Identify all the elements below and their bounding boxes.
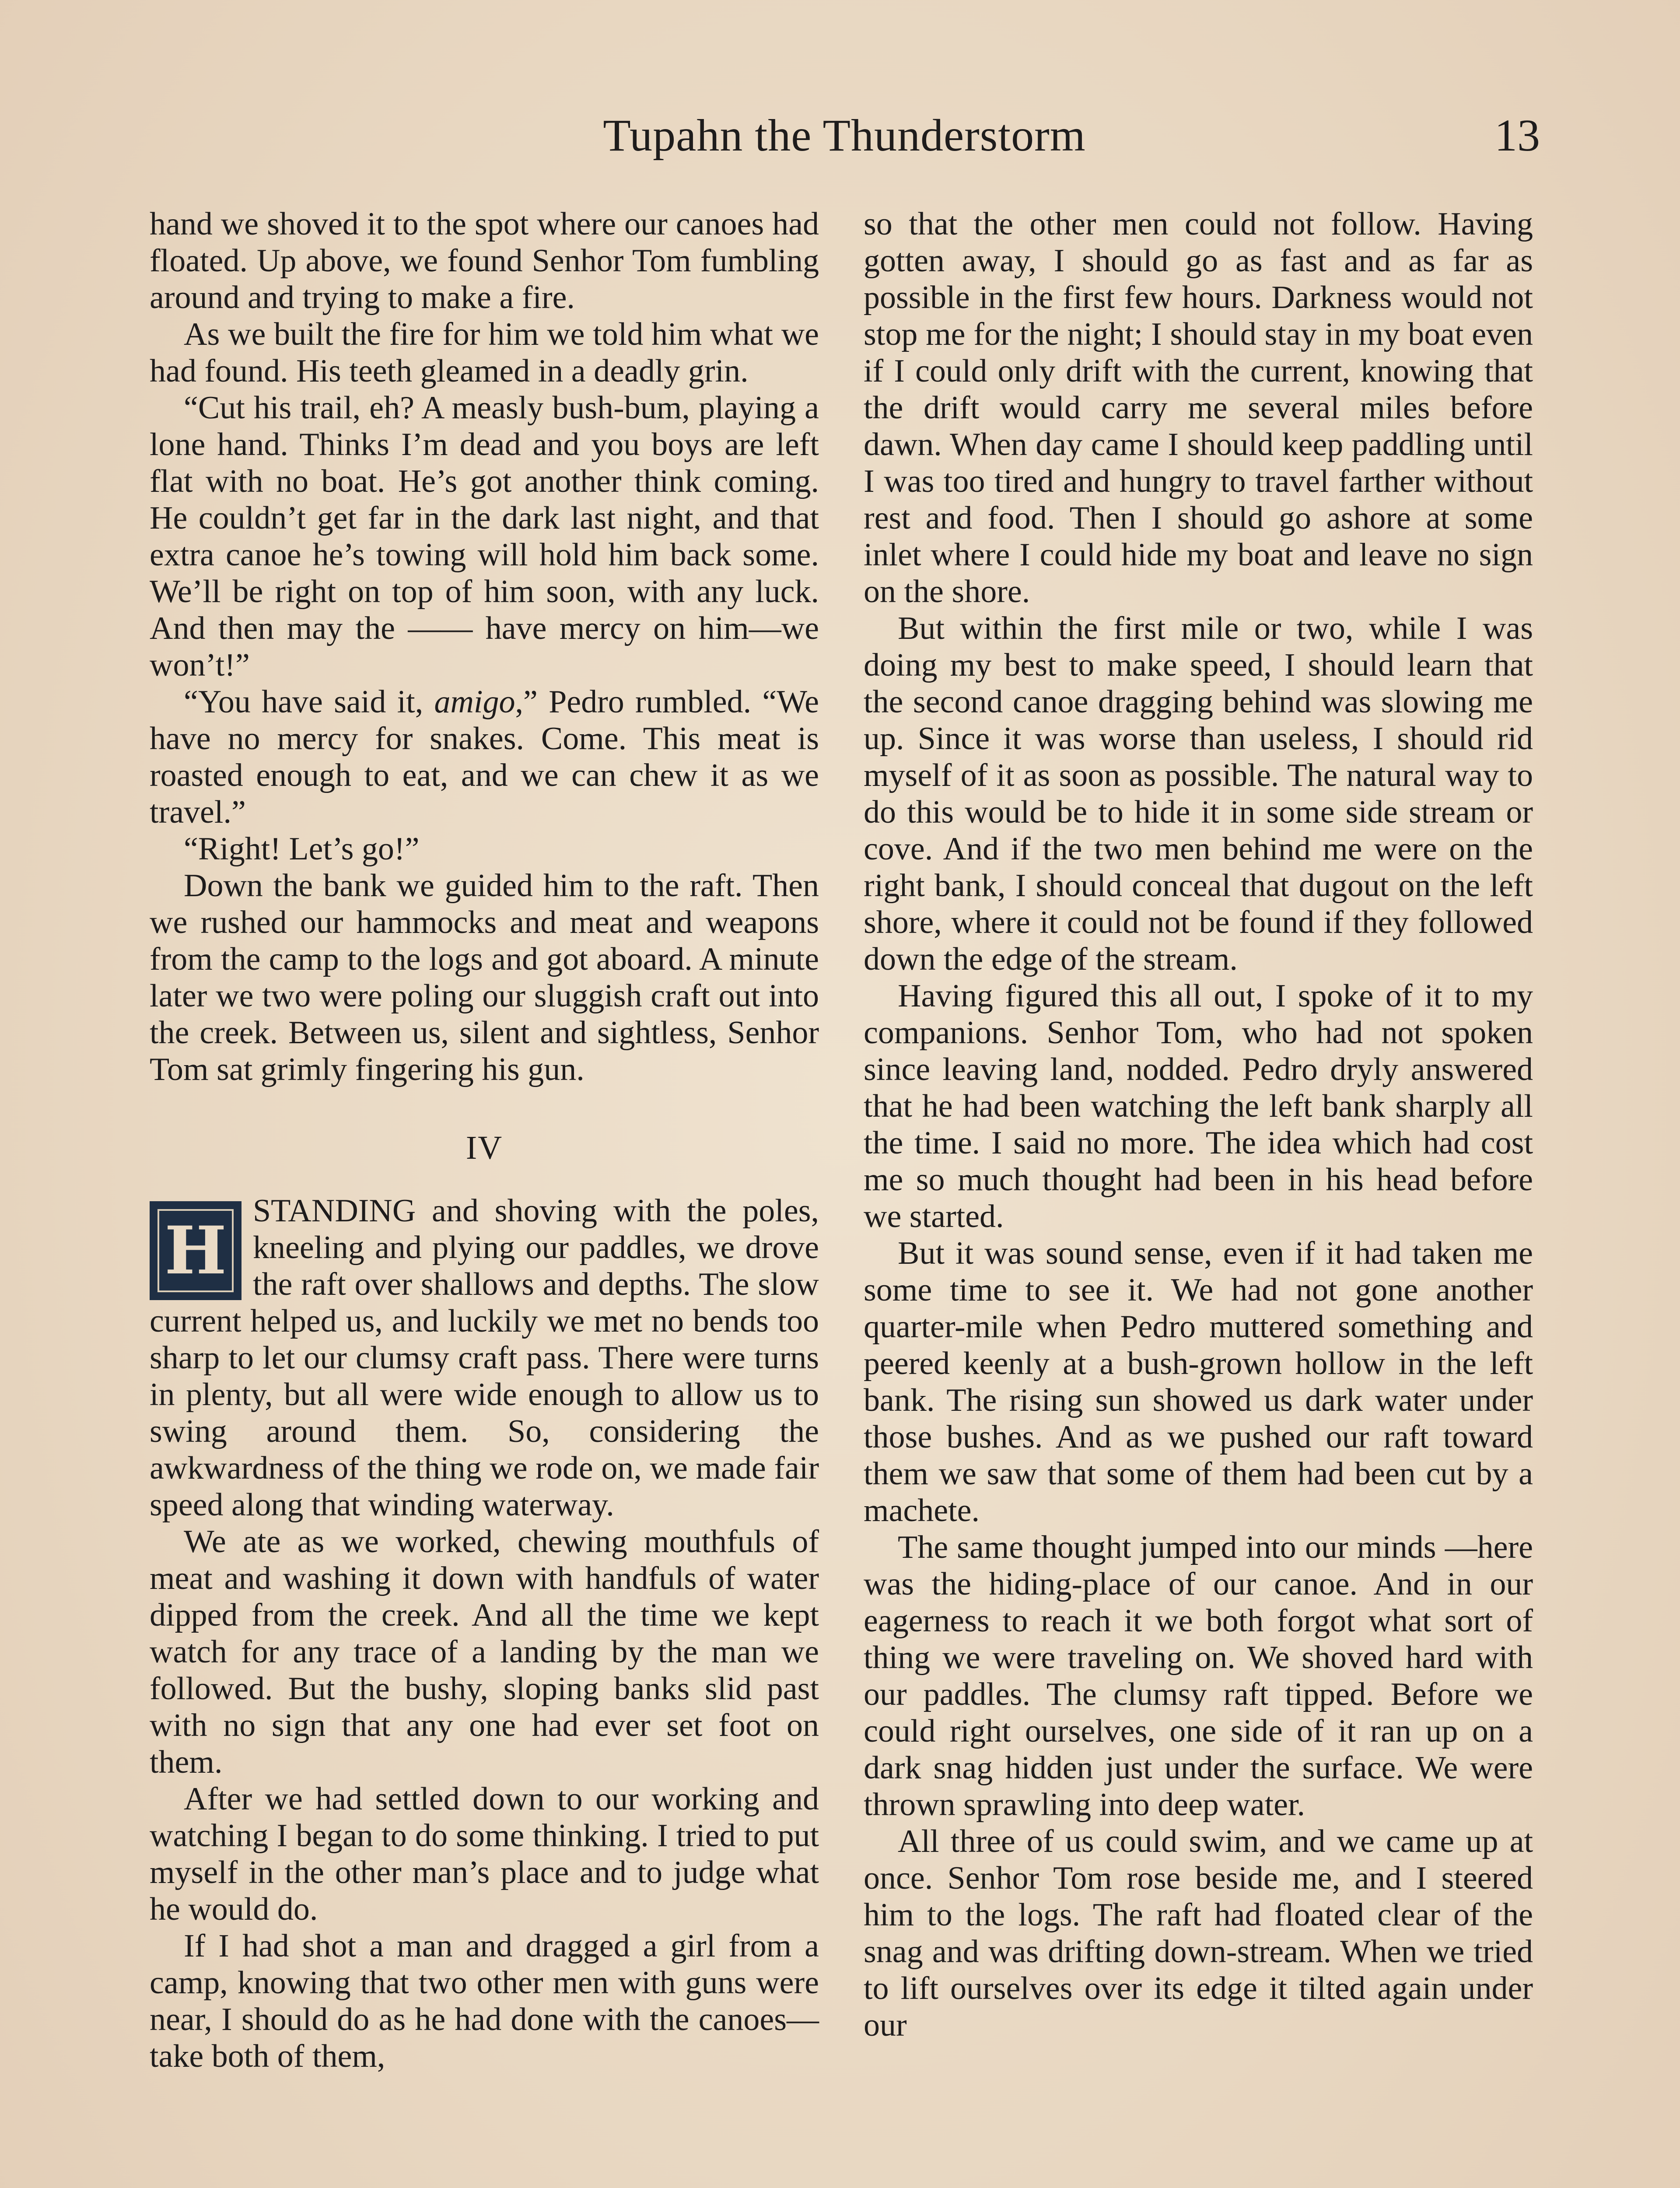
paragraph-dropcap (150, 1192, 819, 1523)
paragraph: All three of us could swim, and we came up at once. Senhor Tom rose beside me, and I steered him to the logs. The raft had floated clear of the snag and was drifting down-stream. When we tried to lift ourselves over its edge it tilted again under our (864, 1823, 1533, 2043)
paragraph: The same thought jumped into our minds —here was the hiding-place of our canoe. And in our eagerness to reach it we both forgot what sort of thing we were traveling on. We shoved hard with our paddles. The clumsy raft tipped. Before we could right ourselves, one side of it ran up on a dark snag hidden just under the surface. We were thrown sprawling into deep water. (864, 1529, 1533, 1823)
paragraph: But within the first mile or two, while I was doing my best to make speed, I should learn that the second canoe dragging behind was slowing me up. Since it was worse than useless, I should rid myself of it as soon as possible. The natural way to do this would be to hide it in some side stream or cove. And if the two men behind me were on the right bank, I should conceal that dugout on the left shore, where it could not be found if they followed down the edge of the stream. (864, 610, 1533, 977)
paragraph: Down the bank we guided him to the raft. Then we rushed our hammocks and meat and weapons from the camp to the logs and got aboard. A minute later we two were poling our sluggish craft out into the creek. Between us, silent and sightless, Senhor Tom sat grimly fingering his gun. (150, 868, 819, 1087)
running-title: Tupahn the Thunderstorm (603, 110, 1086, 161)
paragraph: so that the other men could not follow. Having gotten away, I should go as fast and as far as possible in the first few hours. Darkness would not stop me for the night; I should stay in my boat even if I could only drift with the current, knowing that the drift would carry me several miles before dawn. When day came I should keep paddling until I was too tired and hungry to travel farther without rest and food. Then I should go ashore at some inlet where I could hide my boat and leave no sign on the shore. (864, 206, 1533, 610)
paragraph: Having figured this all out, I spoke of it to my companions. Senhor Tom, who had not spoken since leaving land, nodded. Pedro dryly answered that he had been watching the left bank sharply all the time. I said no more. The idea which had cost me so much thought had been in his head before we started. (864, 978, 1533, 1234)
drop-cap-ornament (150, 1201, 242, 1300)
paragraph: We ate as we worked, chewing mouthfuls of meat and washing it down with handfuls of water dipped from the creek. And all the time we kept watch for any trace of a landing by the man we followed. But the bushy, sloping banks slid past with no sign that any one had ever set foot on them. (150, 1524, 819, 1780)
section-heading: IV (466, 1129, 503, 1166)
paragraph: “Right! Let’s go!” (184, 831, 420, 867)
paragraph: If I had shot a man and dragged a girl from a camp, knowing that two other men with guns were near, I should do as he had done with the canoes—take both of them, (150, 1928, 819, 2074)
paragraph-text: STANDING and shoving with the poles, kneeling and plying our paddles, we drove the raft over shallows and depths. The slow current helped us, and luckily we met no bends too sharp to let our clumsy craft pass. There were turns in plenty, but all were wide enough to allow us to swing around them. So, considering the awkwardness of the thing we rode on, we made fair speed along that winding waterway. (150, 1193, 819, 1523)
italic-word: amigo (434, 684, 515, 720)
paragraph: As we built the fire for him we told him what we had found. His teeth gleamed in a deadly grin. (150, 316, 819, 389)
paragraph (150, 684, 819, 831)
paragraph: hand we shoved it to the spot where our canoes had floated. Up above, we found Senhor Tom fumbling around and trying to make a fire. (150, 206, 819, 316)
paragraph: But it was sound sense, even if it had taken me some time to see it. We had not gone another quarter-mile when Pedro muttered something and peered keenly at a bush-grown hollow in the left bank. The rising sun showed us dark water under those bushes. And as we pushed our raft toward them we saw that some of them had been cut by a machete. (864, 1235, 1533, 1529)
drop-cap-letter: H (158, 1209, 234, 1292)
right-column (864, 206, 1533, 2044)
page-number: 13 (1494, 110, 1540, 161)
paragraph: After we had settled down to our working and watching I began to do some thinking. I tried to put myself in the other man’s place and to judge what he would do. (150, 1781, 819, 1927)
paragraph-text: “You have said it, (184, 684, 434, 720)
left-column (150, 206, 819, 2075)
paragraph-text: ,” Pedro rumbled. “We have no mercy for snakes. Come. This meat is roasted enough to eat, and we can chew it as we travel.” (150, 684, 819, 830)
paragraph: “Cut his trail, eh? A measly bush-bum, playing a lone hand. Thinks I’m dead and you boys are left flat with no boat. He’s got another think coming. He couldn’t get far in the dark last night, and that extra canoe he’s towing will hold him back some. We’ll be right on top of him soon, with any luck. And then may the —— have mercy on him—we won’t!” (150, 390, 819, 683)
